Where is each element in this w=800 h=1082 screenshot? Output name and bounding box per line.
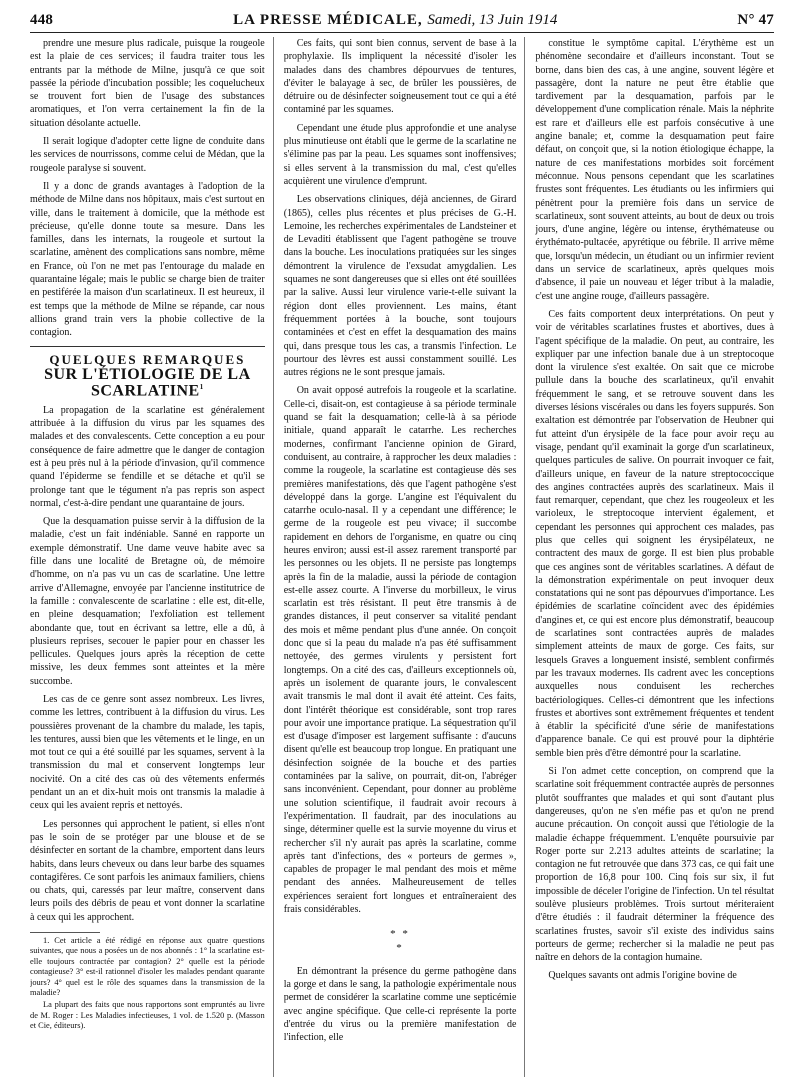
article-body-middle	[284, 37, 517, 916]
paragraph: Il y a donc de grands avantages à l'adoption de la méthode de Milne dans nos hôpitaux, mais c'est surtout en ville, dans le traitement à domicile, que la méthode est précieuse, qu'elle donne toute sa mesure. Dans les familles, dans les internats, la rougeole et surtout la scarlatine, amènent des complications sans nombre, même en France, où l'on ne met pas l'entourage du malade en quarantaine légale; mais le public se charge bien de traiter en pestiférée la maison d'un scarlatineux. Il est heureux, il est temps que la méthode de Milne se répande, car nous allions grand train vers la phobie collective de la contagion.	[30, 180, 265, 339]
article-title-text: SUR L'ÉTIOLOGIE DE LA SCARLATINE	[44, 365, 251, 400]
paragraph: Ces faits comportent deux interprétations. On peut y voir de véritables scarlatines frustes et abortives, dues à l'agent spécifique de la maladie. On peut, au contraire, les expliquer par une infection banale due à un streptocoque dont la virulence s'est exaltée. On sait que ce microbe pullule dans la bouche des scarlatineux, qu'il envahit fréquemment le sang, et se retrouve souvent dans les diverses lésions viscérales ou dans les foyers suppurés. Son exaltation est démontrée par l'observation de Heubner qui fut atteint d'un érysipèle de la face pour avoir reçu au visage, pendant qu'il examinait la gorge d'un scarlatineux, quelques particules de salive. On pourrait invoquer ce fait, d'ailleurs unique, en faveur de la nature streptococcique des angines contractées auprès des scarlatineux. Mais il faut remarquer, cependant, que chez les rougeoleux et les varioleux, le streptocoque intervient également, et cependant les personnes qui approchent ces malades, pas plus que celles qui soignent les érysipélateux, ne contractent des maux de gorge. Il est bien plus probable que ces angines sont de véritables scarlatines. A défaut de la démonstration expérimentale on peut invoquer deux constatations qui ne sont pas dépourvues d'importance. Les épidémies de scarlatine coïncident avec des épidémies d'angines et, ce qui est encore plus démonstratif, beaucoup de scarlatines sont contractées auprès de malades simplement atteints de maux de gorge. Ces faits, sur lesquels Graves a longuement insisté, semblent confirmés par les travaux modernes. Ils cadrent avec les conceptions auxquelles nous conduisent les recherches bactériologiques. Celles-ci démontrent que les infections frustes et abortives sont extrêmement fréquentes et tendent à établir la spécificité d'une série de manifestations d'apparence banale. Ce qui est prouvé pour la diphtérie semble bien près d'être démontré pour la scarlatine.	[535, 308, 774, 759]
paragraph: Ces faits, qui sont bien connus, servent de base à la prophylaxie. Ils impliquent la nécessité d'isoler les malades dans des chambres dépourvues de tentures, d'éviter le balayage à sec, de brûler les poussières, de détruire ou de désinfecter soigneusement tout ce qui a été contaminé par les squames.	[283, 38, 517, 116]
footnotes	[30, 936, 265, 1032]
column-3	[535, 37, 774, 1077]
text-columns	[30, 37, 774, 1077]
article-title-line2	[30, 365, 265, 400]
article-body-end	[535, 37, 774, 983]
paragraph: Si l'on admet cette conception, on comprend que la scarlatine soit fréquemment contractée auprès de personnes plutôt souffrantes que malades et qui sont d'autant plus dangereuses, qu'on ne s'en méfie pas et qu'on ne prend aucune précaution. On conçoit aussi que l'étiologie de la maladie échappe fréquemment. L'enquête poursuivie par Roger porte sur 2.213 adultes atteints de scarlatine; la contagion ne fut retrouvée que dans 373 cas, ce qui fait une proportion de 16,8 pour 100. Cinq fois sur six, il fut impossible de déceler l'origine de l'infection. Un tel résultat soulève plusieurs problèmes. Trois surtout mériteraient d'être étudiés : il faudrait déterminer la fréquence des scarlatines frustes, savoir s'il existe des individus sains porteurs de germe; rechercher si la maladie ne peut pas naître en dehors de la contagion humaine.	[535, 766, 774, 964]
article-title-line1: QUELQUES REMARQUES	[49, 351, 246, 367]
article-body-start	[30, 404, 265, 924]
issue-date: Samedi, 13 Juin 1914	[427, 12, 558, 28]
paragraph: constitue le symptôme capital. L'érythème est un phénomène secondaire et d'ailleurs inconstant. Tout se borne, dans bien des cas, à une angine, souvent légère et passagère, dont la nature ne peut être établie que tardivement par la desquamation, parfois par le développement d'une complication rénale. Mais la néphrite est rare et d'ailleurs elle est parfois consécutive à une angine banale; et, comme la desquamation peut faire défaut, on conçoit que, si la notion étiologique échappe, la nature de ces manifestations morbides soit forcément méconnue. Nous pensons cependant que les scarlatines frustes sont fréquentes. Les étudiants ou les infirmiers qui pénètrent pour la première fois dans un service de scarlatineux, sont souvent atteints, au bout de deux ou trois jours, d'une angine, légère ou intense, érythémateuse ou érythémato-pultacée, apyrétique ou fébrile. Il arrive même que, lorsqu'un médecin, un étudiant ou un infirmier revient dans un service de scarlatineux, après quelques mois d'absence, il paie un nouveau et léger tribut à la maladie, c'est une angine rouge, d'ailleurs passagère.	[535, 38, 774, 302]
title-footnote-mark: 1	[199, 383, 204, 392]
issue-number: N° 47	[737, 12, 774, 28]
column-2	[284, 37, 526, 1077]
paragraph: Quelques savants ont admis l'origine bovine de	[548, 970, 737, 982]
paragraph: prendre une mesure plus radicale, puisque la rougeole est la plaie de ces services; il faudra traiter tous les entrants par la méthode de Milne, jusqu'à ce que soit passée la période d'incubation possible; les coquelucheux se trouvent fort bien de l'usage des substances aromatiques, et l'on verra certainement la fin de la situation désolante actuelle.	[30, 38, 265, 129]
article-body-continued	[284, 965, 517, 1045]
journal-masthead	[233, 12, 557, 29]
paragraph: Il serait logique d'adopter cette ligne de conduite dans les services de nourrissons, comme celui de Médan, que la rougeole paralyse si souvent.	[30, 136, 265, 174]
section-separator: * * *	[390, 928, 410, 954]
page-number: 448	[30, 12, 54, 28]
paragraph: Cependant une étude plus approfondie et une analyse plus minutieuse ont établi que le germe de la scarlatine ne s'élimine pas par la peau. Les squames sont inoffensives; si elles servent à la transmission du mal, c'est qu'elles acquièrent une virulence d'emprunt.	[283, 122, 517, 187]
article-divider	[30, 346, 265, 347]
paragraph: La propagation de la scarlatine est généralement attribuée à la diffusion du virus par les squames des malades et des convalescents. Cette conception a eu pour conséquence de faire admettre que le danger de contagion est à peu près nul à la période d'invasion, qu'il commence quand l'épiderme se fendille et se détache et qu'il se prolonge tant que le tégument n'a pas repris son aspect normal, c'est-à-dire pendant une quarantaine de jours.	[30, 404, 265, 509]
paragraph: Les cas de ce genre sont assez nombreux. Les livres, comme les lettres, contribuent à la diffusion du virus. Les poussières provenant de la chambre du malade, les tapis, les tentures, aussi bien que les vêtements et le linge, en un mot tout ce qui a été souillé par les squames, servent à la transmission du mal et conservent longtemps leur nocivité. On a cité des cas où des vêtements enfermés pendant un an et dix-huit mois ont transmis la maladie à ceux qui les avaient repris et nettoyés.	[30, 693, 265, 812]
column-1	[30, 37, 274, 1077]
paragraph: Que la desquamation puisse servir à la diffusion de la maladie, c'est un fait indéniable. Sanné en rapporte un exemple démonstratif. Une dame veuve habite avec sa fille dans une localité de Bretagne où, de mémoire d'homme, on n'a pas vu un cas de scarlatine. Une lettre arrive d'Allemagne, envoyée par l'ancienne institutrice de la famille : convalescente de scarlatine : elle est, dit-elle, en pleine desquamation; l'exfoliation est tellement abondante que, tout en écrivant sa lettre, elle a dû, à plusieurs reprises, secouer le papier pour en chasser les pellicules. Quelques jours après la réception de cette missive, les deux femmes sont atteintes et la mère succombe.	[30, 516, 265, 687]
previous-article-end	[30, 37, 265, 340]
footnote-divider	[30, 932, 100, 933]
paragraph: Les personnes qui approchent le patient, si elles n'ont pas le soin de se protéger par une blouse et de se désinfecter en sortant de la chambre, emportent dans leurs habits, dans leurs cheveux ou dans leur barbe des squames contagifères. Ce sont parfois les animaux familiers, chiens ou chats, qui, caressés par leur maître, conservent dans leurs poils des débris de peau et vont donner la scarlatine à ceux qui les approchent.	[30, 818, 265, 923]
footnote: La plupart des faits que nous rapportons sont empruntés au livre de M. Roger : Les Maladies infectieuses, 1 vol. de 1.520 p. (Masson et Cie, éditeurs).	[30, 1000, 265, 1031]
paragraph: En démontrant la présence du germe pathogène dans la gorge et dans le sang, la pathologie expérimentale nous permet de considérer la scarlatine comme une septicémie avec angine spécifique. Que celle-ci représente la porte d'entrée du virus ou la première manifestation de l'infection, elle	[283, 965, 517, 1044]
journal-name: LA PRESSE MÉDICALE,	[233, 12, 423, 28]
paragraph: On avait opposé autrefois la rougeole et la scarlatine. Celle-ci, disait-on, est contagieuse à sa période terminale quand se fait la desquamation; celle-là à sa période initiale, quand apparaît le catarrhe. Les recherches modernes, confirmant l'ancienne opinion de Girard, conduisent, au contraire, à rapprocher les deux maladies : comme la rougeole, la scarlatine est contagieuse dès ses premières manifestations, dès que l'agent pathogène s'est développé dans la gorge. L'angine est l'équivalent du catarrhe oculo-nasal. Il y a cependant une différence; le germe de la rougeole est peu vivace; il succombe rapidement en dehors de l'organisme, en quatre ou cinq heures environ; aussi est-il assez rarement transporté par les personnes ou les objets. Il ne persiste pas longtemps après la fin de la maladie, aussi la période de contagion est-elle assez courte. A l'inverse du morbilleux, le virus scarlatin est très résistant. Il peut être transmis à de grandes distances, il peut conserver sa vitalité pendant des mois et même pendant plus d'une année. On conçoit donc que si la peau du malade n'a pas été suffisamment nettoyée, des germes virulents y persistent fort longtemps. On a cité des cas, d'ailleurs exceptionnels où, après un isolement de quarante jours, le convalescent avait transmis le mal dont il avait été atteint. Ces faits, dont l'intérêt théorique est considérable, sont trop rares pour avoir une importance pratique. La séquestration qu'il est d'usage d'imposer est largement suffisante : d'aucuns disent qu'elle est beaucoup trop longue. En pratiquant une désinfection soignée de la bouche et des parties contaminées par la salive, on pourrait, dit-on, l'abréger sans inconvénient. Cependant, pour donner au problème une solution scientifique, il faudrait avoir recours à l'expérimentation. Il faudrait, par des inoculations au singe, déterminer quelle est la survie moyenne du virus et rechercher s'il n'y aurait pas après la scarlatine, comme après tant d'infections, des « porteurs de germes », capables de propager le mal pendant des mois et même pendant des années. Malheureusement de telles expériences seraient fort longues et entraîneraient des frais considérables.	[283, 385, 517, 915]
paragraph: Les observations cliniques, déjà anciennes, de Girard (1865), celles plus récentes et plus précises de G.-H. Lemoine, les recherches expérimentales de Landsteiner et de Levaditi établissent que l'agent pathogène se trouve dans la bouche. Les inoculations pratiquées sur les singes démontrent la virulence de l'exsudat amygdalien. Les squames ne sont dangereuses que si elles ont été souillées par la salive. Aussi leur virulence varie-t-elle suivant la région dont elles proviennent. Les mains, étant fréquemment portées à la bouche, sont toujours contaminées et c'est en effet la desquamation des mains qui, dans presque tous les cas, a transmis l'infection. Le pourtour des lèvres est aussi constamment souillé. Les autres régions ne le sont presque jamais.	[283, 194, 517, 379]
footnote: 1. Cet article a été rédigé en réponse aux quatre questions suivantes, que nous a posées un de nos abonnés : 1° la scarlatine est-elle toujours contractée par contagion? 2° quelle est la période contagieuse? 3° est-il rationnel d'isoler les malades pendant quarante jours? 4° quel est le rôle des squames dans la transmission de la maladie?	[30, 936, 265, 998]
page-header	[30, 12, 774, 33]
